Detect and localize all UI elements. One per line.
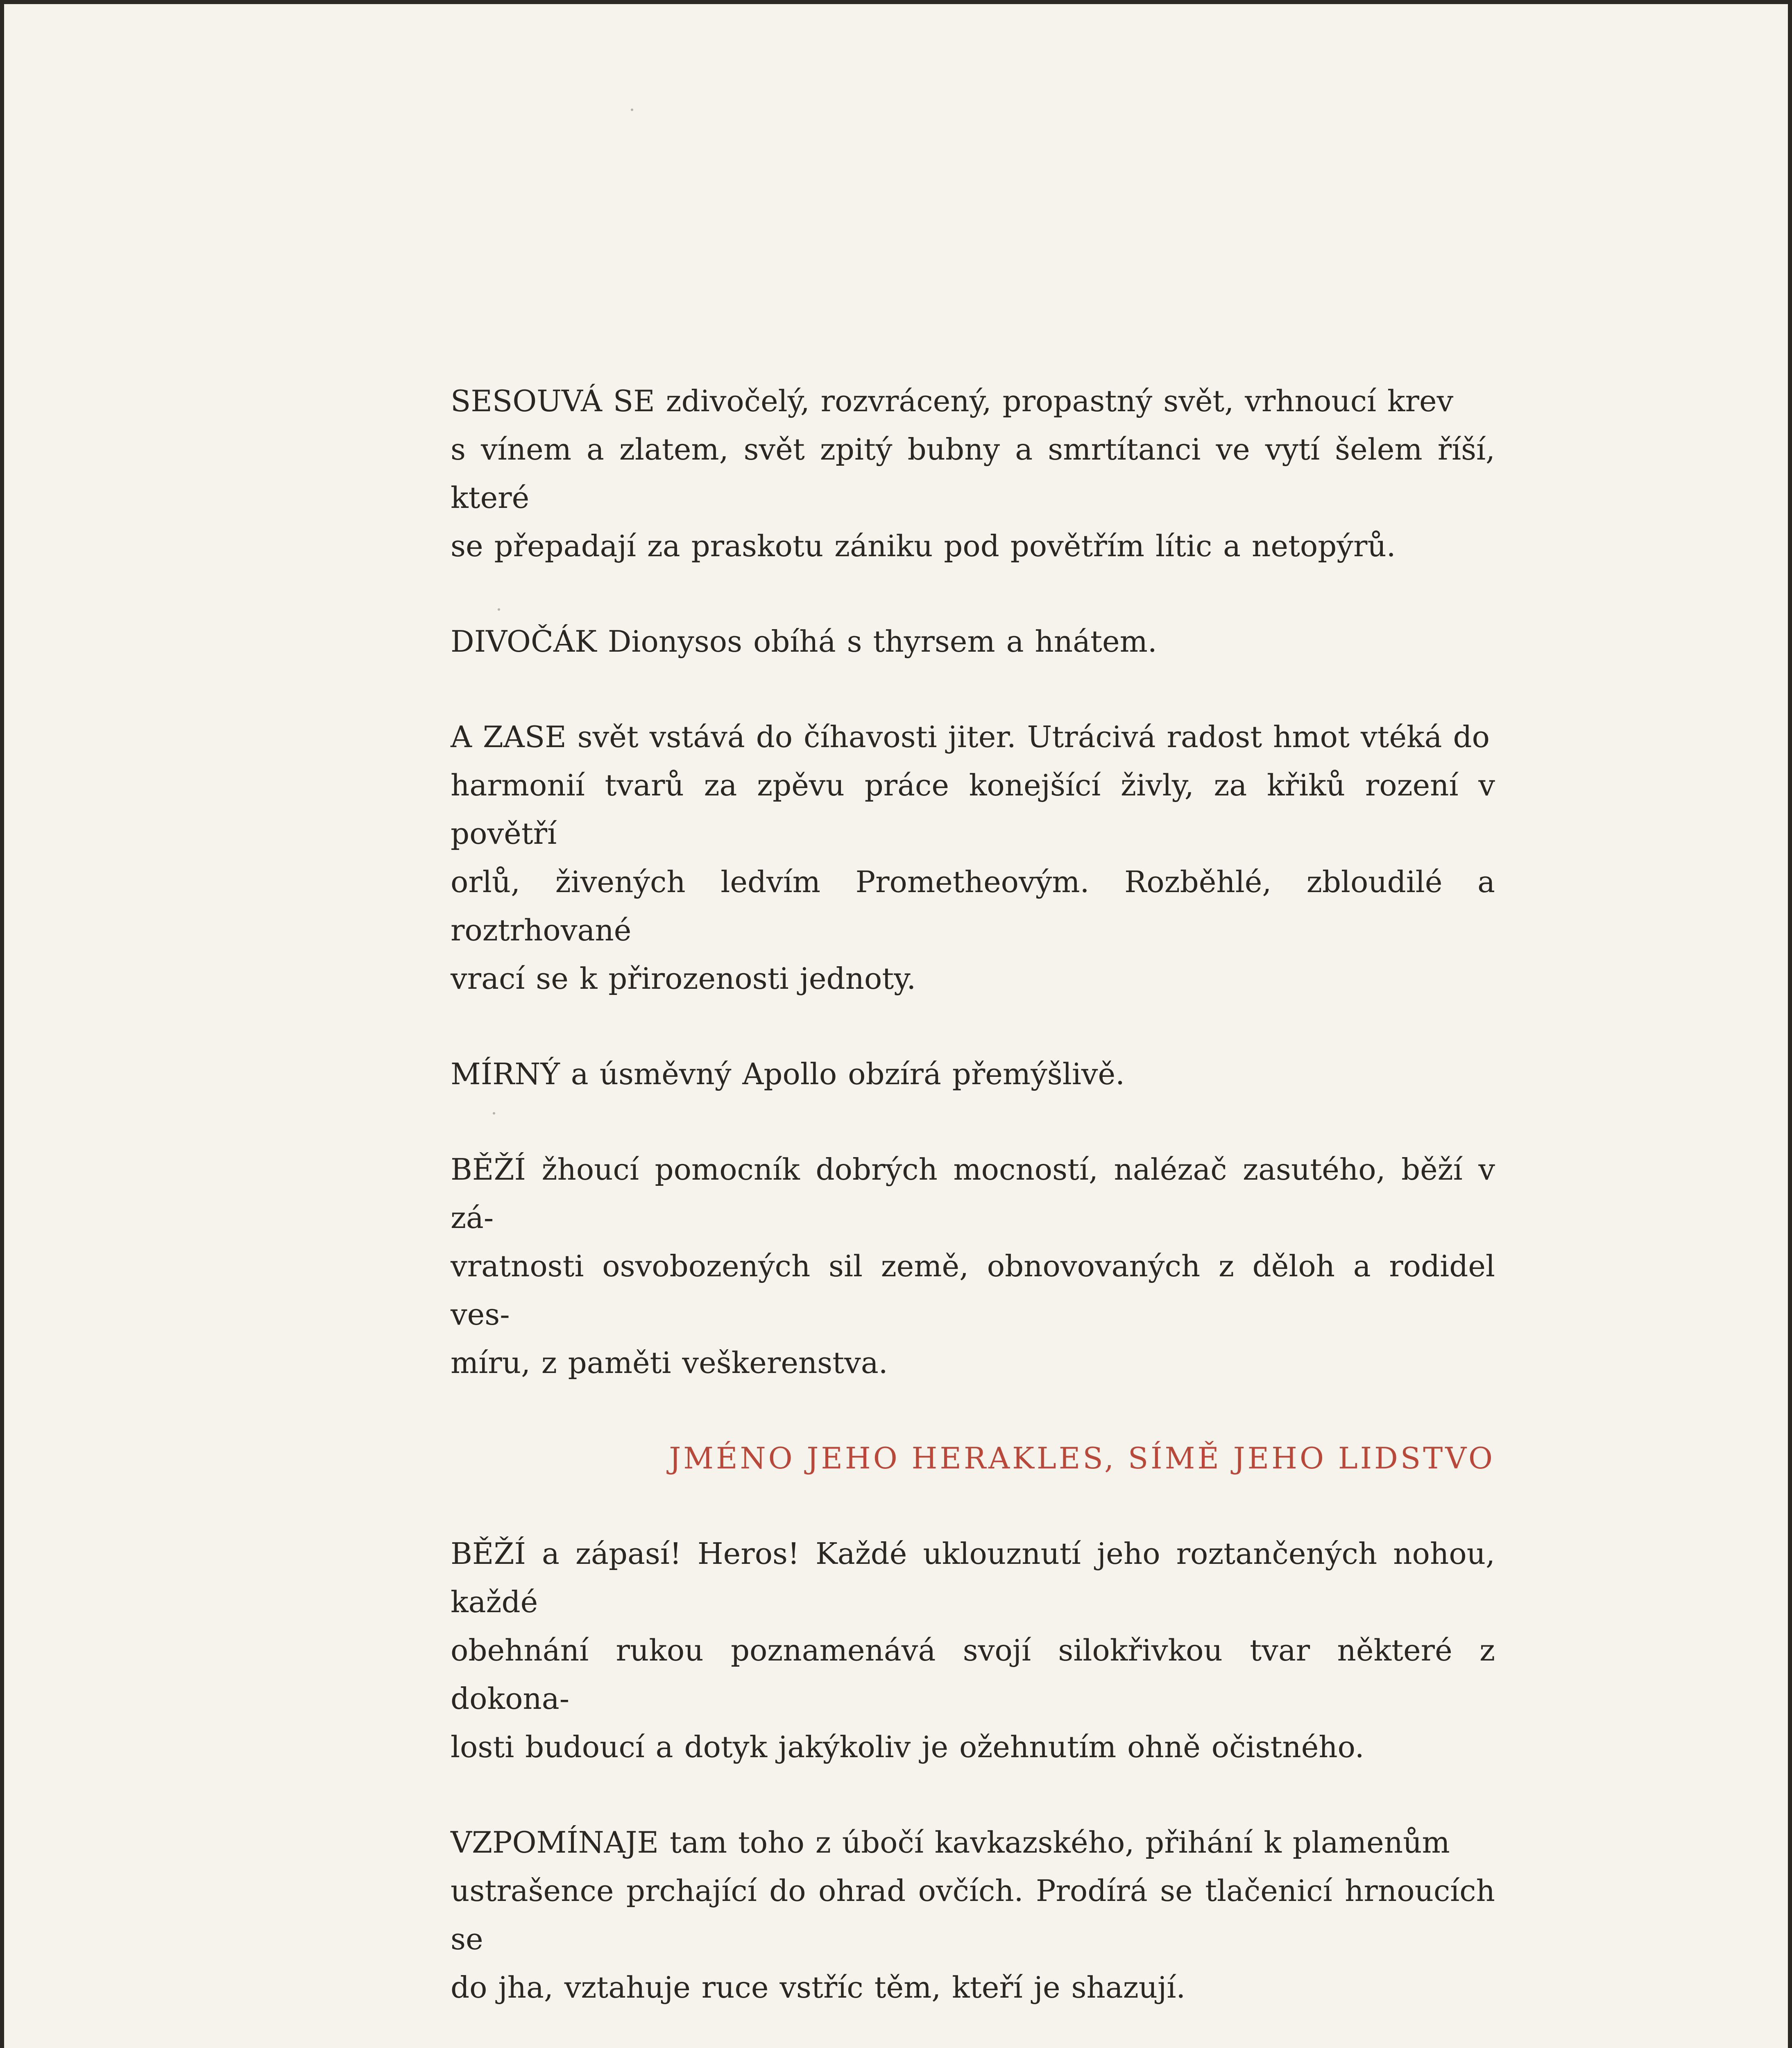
- paper-speck: [631, 109, 633, 111]
- paragraph-divocak: [451, 617, 1495, 666]
- text-line: BĚŽÍ a zápasí! Heros! Každé uklouznutí jeho roztančených nohou, každé: [451, 1536, 1495, 1619]
- text-line: BĚŽÍ žhoucí pomocník dobrých mocností, nalézač zasutého, běží v zá-: [451, 1152, 1495, 1235]
- text-line: A ZASE svět vstává do číhavosti jiter. Utrácivá radost hmot vtéká do: [451, 720, 1490, 754]
- text-line: s vínem a zlatem, svět zpitý bubny a smrtítanci ve vytí šelem říší, které: [451, 432, 1495, 515]
- text-line: ustrašence prchající do ohrad ovčích. Prodírá se tlačenicí hrnoucích se: [451, 1874, 1495, 1956]
- text-line: orlů, živených ledvím Prometheovým. Rozběhlé, zbloudilé a roztrhované: [451, 865, 1495, 947]
- text-line: SESOUVÁ SE zdivočelý, rozvrácený, propastný svět, vrhnoucí krev: [451, 384, 1454, 418]
- text-line: harmonií tvarů za zpěvu práce konejšící živly, za křiků rození v povětří: [451, 768, 1495, 851]
- text-line: DIVOČÁK Dionysos obíhá s thyrsem a hnátem.: [451, 624, 1157, 659]
- text-line: VZPOMÍNAJE tam toho z úbočí kavkazského, přihání k plamenům: [451, 1825, 1450, 1860]
- paragraph-bezi-zapasi: [451, 1529, 1495, 1771]
- text-line: MÍRNÝ a úsměvný Apollo obzírá přemýšlivě.: [451, 1057, 1125, 1091]
- paragraph-mirny: [451, 1050, 1495, 1098]
- text-line: se přepadají za praskotu zániku pod povětřím lític a netopýrů.: [451, 529, 1396, 563]
- text-line: obehnání rukou poznamenává svojí silokřivkou tvar některé z dokona-: [451, 1633, 1495, 1716]
- text-line: losti budoucí a dotyk jakýkoliv je ožehnutím ohně očistného.: [451, 1730, 1364, 1764]
- section-heading-1: JMÉNO JEHO HERAKLES, SÍMĚ JEHO LIDSTVO: [669, 1441, 1495, 1475]
- text-line: míru, z paměti veškerenstva.: [451, 1346, 888, 1380]
- text-block: [451, 377, 1495, 2048]
- text-line: vrací se k přirozenosti jednoty.: [451, 961, 916, 996]
- paragraph-vzpominaje: [451, 1818, 1495, 2012]
- paragraph-sesouva: [451, 377, 1495, 570]
- paragraph-bezi-1: [451, 1145, 1495, 1387]
- text-line: vratnosti osvobozených sil země, obnovovaných z děloh a rodidel ves-: [451, 1249, 1495, 1332]
- paper-speck: [498, 608, 500, 611]
- paragraph-a-zase: [451, 713, 1495, 1003]
- paper-speck: [493, 1112, 495, 1115]
- text-line: do jha, vztahuje ruce vstříc těm, kteří je shazují.: [451, 1970, 1186, 2005]
